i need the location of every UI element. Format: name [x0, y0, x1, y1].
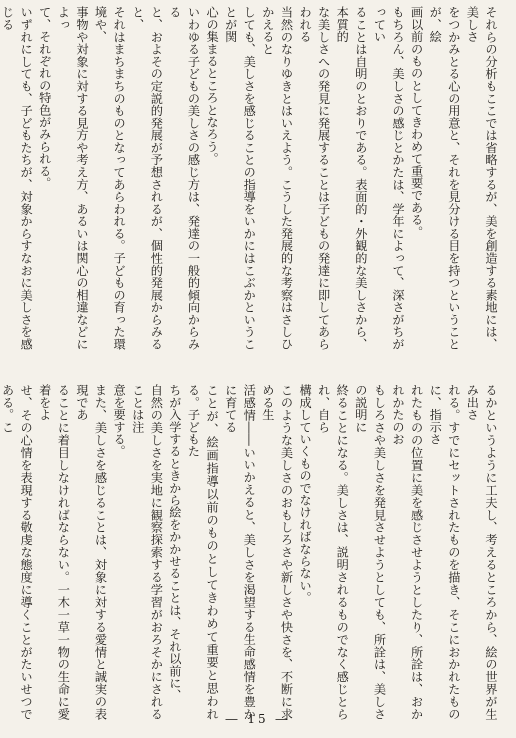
text-column: しても、美しさを感じることの指導をいかにはこぶかということが関	[223, 6, 257, 350]
upper-text-block	[0, 6, 500, 350]
text-column: ることに着目しなければならない。一木一草一物の生命に愛着をよ	[37, 384, 71, 720]
text-column: をつかみとる心の用意と、それを見分ける目を持つということが、絵	[428, 6, 461, 350]
text-column: ことが、絵画指導以前のものとしてきわめて重要と思われる。子どもた	[186, 384, 220, 720]
text-column: 構成していくものでなければならない。	[298, 384, 313, 604]
lower-text-block	[0, 384, 500, 720]
text-column: また、美しさを感じることは、対象に対する愛情と誠実の表現であ	[74, 384, 108, 720]
text-column: 画以前のものとしてきわめて重要である。	[409, 6, 424, 238]
text-column: それはまちまちのものとなってあらわれる。子どもの育った環境や、	[93, 6, 127, 350]
text-column: るかというように工夫し、考えるところから、絵の世界が生み出さ	[465, 384, 498, 720]
text-column: ることは自明のとおりである。表面的・外観的な美しさから、本質的	[335, 6, 368, 350]
text-column: な美しさへの発見に発展することは子どもの発達に即してあらわれる	[298, 6, 331, 350]
text-column: れたものの位置に美を感じさせようとしたり、所詮は、おかれかたのお	[391, 384, 424, 720]
text-column: 自然の美しさを実地に観察探索する学習がおろそかにされることは注	[130, 384, 164, 720]
text-column: 事物や対象に対する見方や考え方、あるいは関心の相違などによっ	[56, 6, 89, 350]
text-column: いわゆる子どもの美しさの感じ方は、発達の一般的傾向からみる	[167, 6, 201, 350]
text-column: 意を要する。	[112, 384, 127, 458]
text-column: て、それぞれの特色がみられる。	[37, 6, 52, 189]
text-column: もちろん、美しさの感じとかたは、学年によって、深さがちがってい	[372, 6, 406, 350]
text-column: 心の集まるところとなろう。	[205, 6, 220, 165]
text-column: 当然のなりゆきとはいえよう。こうした発展的な考察はさしひかえると	[260, 6, 294, 350]
text-column: と、およその定説的発展が予想されるが、個性的発展からみると、	[130, 6, 164, 350]
page-number: ― 15 ―	[225, 712, 291, 726]
text-column: このような美しさのおもしろさや新しさや快さを、不断に求める生	[260, 384, 294, 720]
text-column: 終ることになる。美しさは、説明されるものでなく感じとられ、自ら	[316, 384, 350, 720]
text-column: いずれにしても、子どもたちが、対象からすなおに美しさを感じる	[0, 6, 34, 350]
text-column: れる。すでにセットされたものを描き、そこにおかれたものに、指示さ	[428, 384, 461, 720]
text-column: ちが入学するときから絵をかかせることは、それ以前に、	[167, 384, 182, 702]
text-column: もしろさや美しさを発見させようとしても、所詮は、美しさの説明に	[353, 384, 387, 720]
text-column: 活感情――いいかえると、美しさを渇望する生命感情を豊かに育てる	[223, 384, 257, 720]
text-column: それらの分析もここでは省略するが、美を創造する素地には、美しさ	[465, 6, 498, 350]
text-column: せ、その心情を表現する敬虔な態度に導くことがたいせつである。こ	[0, 384, 34, 720]
